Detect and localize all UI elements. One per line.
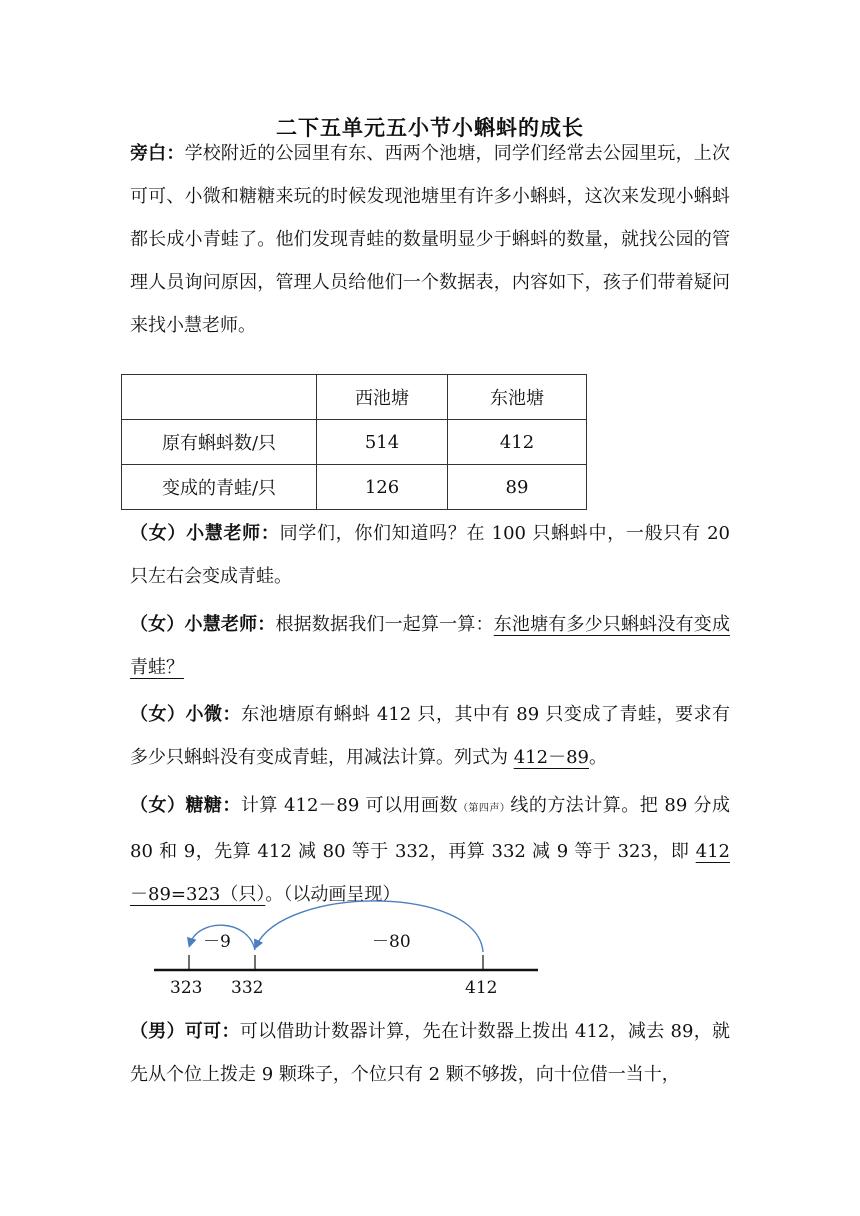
pronunciation-note: （第四声）: [457, 803, 511, 814]
table-header-cell: 西池塘: [317, 375, 448, 420]
speaker-label: （女）小慧老师：: [130, 614, 276, 635]
paragraph-text: 东池塘原有蝌蚪 412 只，其中有 89 只变成了青蛙，要求有多少只蝌蚪没有变成青蛙，用减法计算。列式为: [130, 704, 731, 768]
paragraph-end: 。: [589, 747, 607, 768]
paragraph-text: 计算 412－89 可以用画数: [240, 795, 458, 816]
speaker-label: （女）糖糖：: [130, 795, 241, 816]
speaker-label: （女）小微：: [130, 704, 242, 725]
paragraph-text: 可以借助计数器计算，先在计数器上拨出 412，减去 89，就先从个位上拨走 9 颗珠子，个位只有 2 颗不够拨，向十位借一当十，: [130, 1021, 731, 1085]
paragraph-end: 。（以动画呈现）: [265, 884, 401, 905]
table-header-cell: 东池塘: [448, 375, 587, 420]
jump-label-large: －80: [372, 932, 411, 952]
speaker-label: （女）小慧老师：: [130, 523, 280, 544]
paragraph-text: 根据数据我们一起算一算：: [275, 614, 494, 635]
paragraph-text: 线的方法计算。把 89 分成 80 和 9，先算 412 减 80 等于 332，再算 332 减 9 等于 323，即: [130, 795, 731, 862]
speaker-label: （男）可可：: [130, 1021, 240, 1042]
tick-label: 332: [231, 978, 264, 998]
table-cell: 原有蝌蚪数/只: [122, 420, 317, 465]
jump-label-small: －9: [203, 932, 231, 952]
paragraph-text: 学校附近的公园里有东、西两个池塘，同学们经常去公园里玩，上次可可、小微和糖糖来玩的时候发现池塘里有许多小蝌蚪，这次来发现小蝌蚪都长成小青蛙了。他们发现青蛙的数量明显少于蝌蚪的数量，就找公园的管理人员询问原因，管理人员给他们一个数据表，内容如下，孩子们带着疑问来找小慧老师。: [130, 143, 730, 336]
table-cell: 126: [317, 465, 448, 510]
paragraph-text: 同学们，你们知道吗？在 100 只蝌蚪中，一般只有 20 只左右会变成青蛙。: [130, 523, 730, 587]
formula-text: 412－89: [513, 747, 589, 768]
table-cell: 412: [448, 420, 587, 465]
jump-arrow-large: [256, 901, 483, 952]
dialogue-paragraph: [130, 1010, 730, 1096]
table-cell: 514: [317, 420, 448, 465]
tick-label: 323: [170, 978, 203, 998]
answer-text: 412－89=323（只）: [130, 841, 730, 905]
speaker-label: 旁白：: [130, 143, 185, 164]
table-cell: 89: [448, 465, 587, 510]
tick-label: 412: [465, 978, 498, 998]
table-cell: 变成的青蛙/只: [122, 465, 317, 510]
question-text: 东池塘有多少只蝌蚪没有变成青蛙？: [130, 614, 730, 678]
page-title: 二下五单元五小节小蝌蚪的成长: [276, 115, 584, 140]
